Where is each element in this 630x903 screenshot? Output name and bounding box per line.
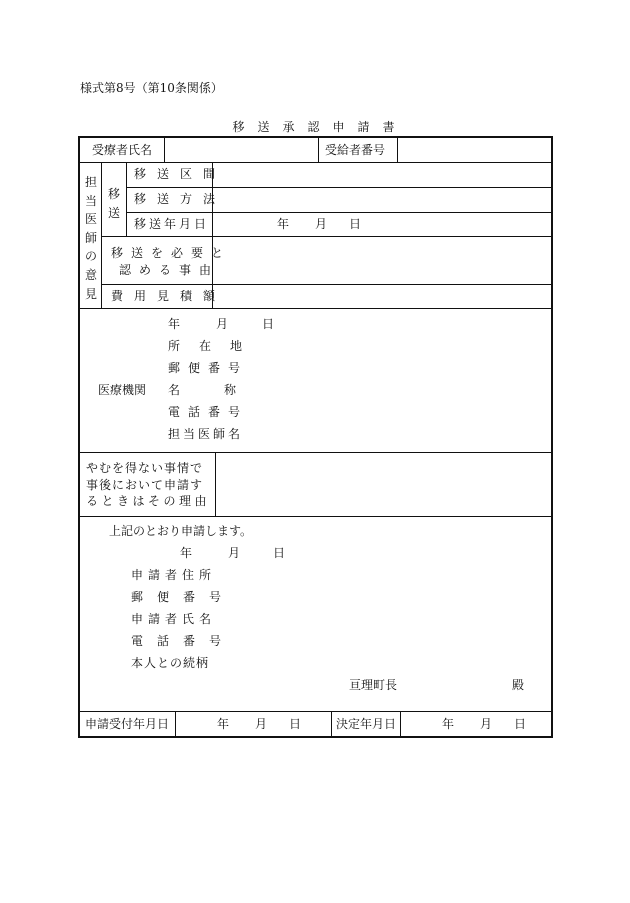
location-label: 所在地 <box>168 339 262 353</box>
application-month: 月 <box>228 546 241 560</box>
beneficiary-number-label: 受給者番号 <box>325 143 386 157</box>
institution-day: 日 <box>262 317 275 331</box>
row-divider <box>126 187 551 188</box>
received-month: 月 <box>255 717 268 731</box>
institution-name-label: 名称 <box>168 383 281 397</box>
applicant-phone-label: 電話番号 <box>131 634 236 648</box>
column-divider <box>212 162 213 308</box>
necessity-reason-label-2: 認める事由 <box>119 263 220 277</box>
transport-date-day: 日 <box>349 217 362 231</box>
row-divider <box>80 711 551 712</box>
received-day: 日 <box>289 717 302 731</box>
row-divider <box>80 516 551 517</box>
column-divider <box>164 138 165 162</box>
application-day: 日 <box>273 546 286 560</box>
column-divider <box>126 162 127 236</box>
relationship-label: 本人との続柄 <box>131 656 210 670</box>
decision-year: 年 <box>442 717 455 731</box>
received-year: 年 <box>217 717 230 731</box>
column-divider <box>175 711 176 738</box>
row-divider <box>80 452 551 453</box>
institution-phone-label: 電話番号 <box>168 405 249 419</box>
row-divider <box>101 236 551 237</box>
column-divider <box>400 711 401 738</box>
doctor-opinion-label: 担当医師の意見 <box>84 175 97 301</box>
decision-date-label: 決定年月日 <box>336 717 397 731</box>
row-divider <box>80 308 551 309</box>
applicant-address-label: 申請者住所 <box>131 568 217 582</box>
unavoidable-reason-label-3: るときはその理由 <box>86 494 211 508</box>
honorific: 殿 <box>512 678 525 692</box>
unavoidable-reason-label-2: 事後において申請す <box>86 478 204 492</box>
unavoidable-reason-label: やむを得ない事情で <box>86 461 204 475</box>
decision-day: 日 <box>514 717 527 731</box>
row-divider <box>101 284 551 285</box>
column-divider <box>318 138 319 162</box>
application-statement: 上記のとおり申請します。 <box>109 524 253 538</box>
column-divider <box>215 452 216 516</box>
institution-postal-code-label: 郵便番号 <box>168 361 249 375</box>
document-title: 移送承認申請書 <box>232 120 408 134</box>
applicant-name-label: 申請者氏名 <box>131 612 217 626</box>
transport-date-label: 移送年月日 <box>134 217 210 231</box>
application-form-table <box>78 136 553 738</box>
cost-estimate-label: 費用見積額 <box>111 289 227 303</box>
institution-year: 年 <box>168 317 181 331</box>
medical-institution-label: 医療機関 <box>98 383 147 397</box>
patient-name-label: 受療者氏名 <box>92 143 153 157</box>
transport-section-label: 移送区間 <box>134 167 227 181</box>
row-divider <box>80 162 551 163</box>
column-divider <box>101 162 102 308</box>
row-divider <box>126 212 551 213</box>
applicant-postal-code-label: 郵便番号 <box>131 590 236 604</box>
institution-month: 月 <box>216 317 229 331</box>
column-divider <box>397 138 398 162</box>
necessity-reason-label: 移送を必要と <box>111 246 232 260</box>
application-year: 年 <box>180 546 193 560</box>
transport-date-year: 年 <box>277 217 290 231</box>
transport-group-label: 移送 <box>107 187 120 220</box>
transport-date-month: 月 <box>315 217 328 231</box>
attending-doctor-label: 担当医師名 <box>168 427 244 441</box>
application-received-date-label: 申請受付年月日 <box>85 717 170 731</box>
addressee-mayor: 亘理町長 <box>349 678 398 692</box>
column-divider <box>331 711 332 738</box>
decision-month: 月 <box>480 717 493 731</box>
transport-method-label: 移送方法 <box>134 192 227 206</box>
form-number: 様式第8号（第10条関係） <box>80 81 223 95</box>
